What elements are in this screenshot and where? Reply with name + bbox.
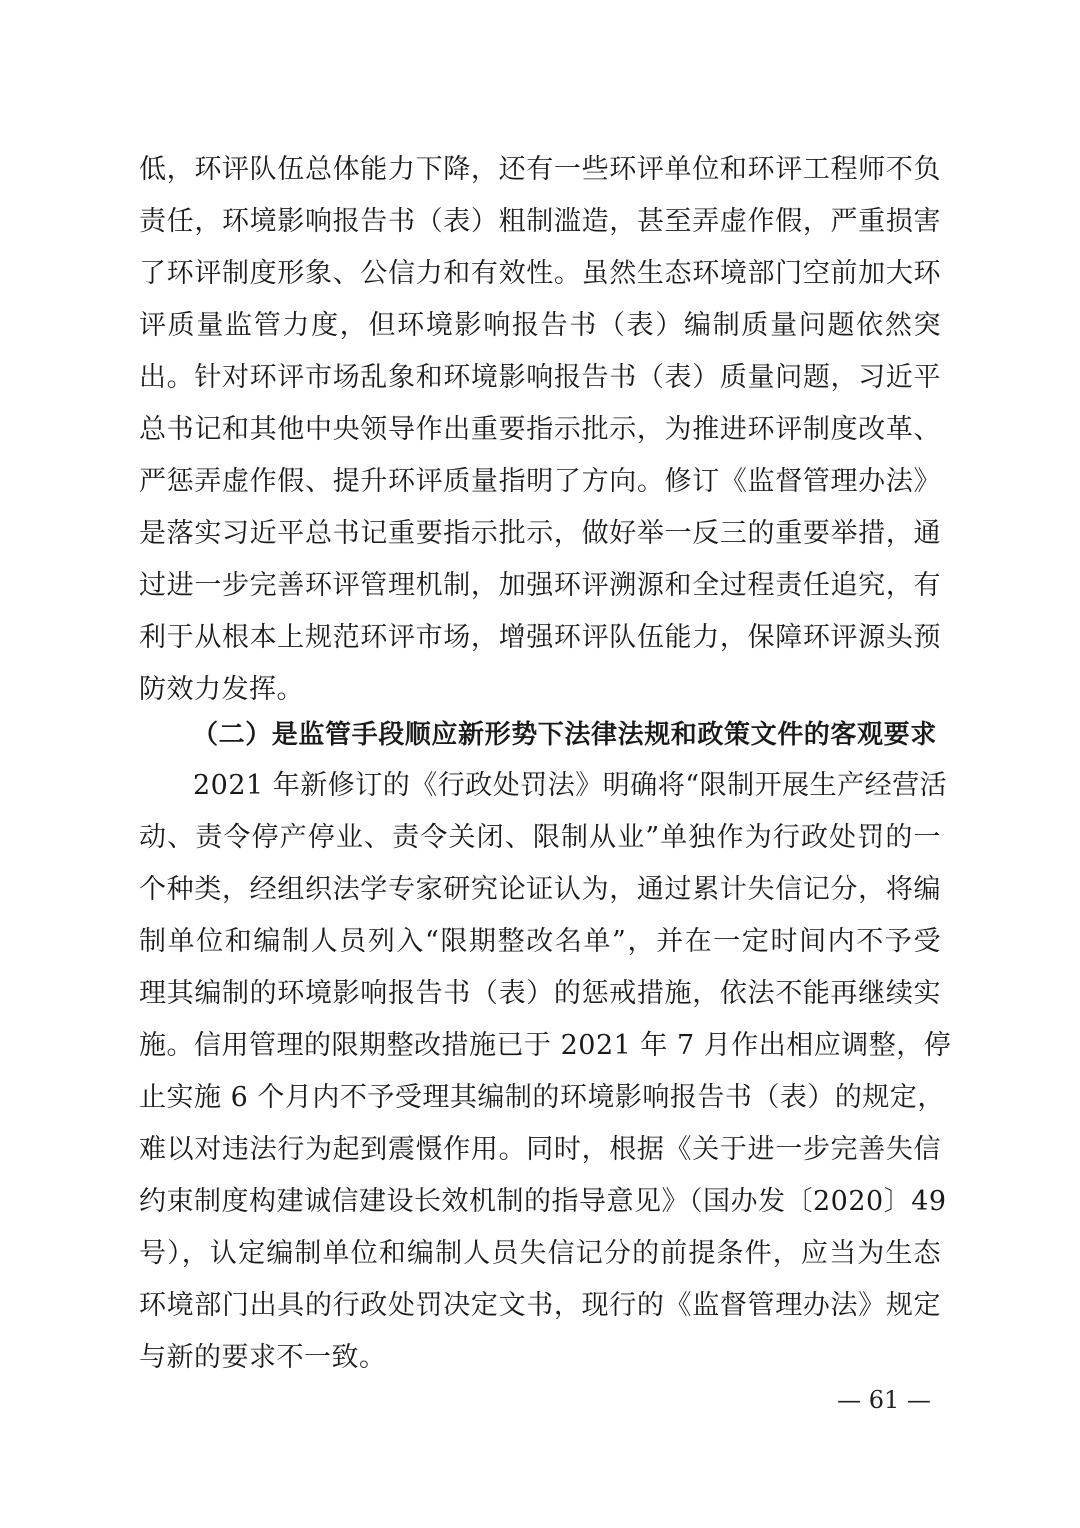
paragraph-1-line-1: 低，环评队伍总体能力下降，还有一些环评单位和环评工程师不负 — [139, 154, 941, 185]
paragraph-1-line-11: 防效力发挥。 — [139, 674, 304, 705]
paragraph-2-line-3: 个种类，经组织法学专家研究论证认为，通过累计失信记分，将编 — [139, 874, 941, 905]
paragraph-2-line-12: 与新的要求不一致。 — [139, 1342, 387, 1373]
paragraph-1-line-3: 了环评制度形象、公信力和有效性。虽然生态环境部门空前加大环 — [139, 258, 941, 289]
paragraph-2-line-2: 动、责令停产停业、责令关闭、限制从业”单独作为行政处罚的一 — [139, 822, 941, 853]
paragraph-2-line-8: 难以对违法行为起到震慑作用。同时，根据《关于进一步完善失信 — [139, 1134, 941, 1165]
paragraph-2-line-9: 约束制度构建诚信建设长效机制的指导意见》（国办发〔2020〕49 — [139, 1186, 947, 1217]
paragraph-2-line-10: 号），认定编制单位和编制人员失信记分的前提条件，应当为生态 — [139, 1238, 941, 1269]
paragraph-2 — [139, 766, 952, 1378]
paragraph-1-line-6: 总书记和其他中央领导作出重要指示批示，为推进环评制度改革、 — [139, 414, 941, 445]
paragraph-1-line-4: 评质量监管力度，但环境影响报告书（表）编制质量问题依然突 — [139, 310, 941, 341]
page-number: — 61 — — [837, 1386, 931, 1414]
paragraph-1-line-8: 是落实习近平总书记重要指示批示，做好举一反三的重要举措，通 — [139, 518, 941, 549]
paragraph-2-line-11: 环境部门出具的行政处罚决定文书，现行的《监督管理办法》规定 — [139, 1290, 941, 1321]
paragraph-2-line-6: 施。信用管理的限期整改措施已于 2021 年 7 月作出相应调整，停 — [139, 1030, 952, 1061]
paragraph-2-line-5: 理其编制的环境影响报告书（表）的惩戒措施，依法不能再继续实 — [139, 978, 941, 1009]
paragraph-1 — [139, 150, 941, 710]
paragraph-1-line-7: 严惩弄虚作假、提升环评质量指明了方向。修订《监督管理办法》 — [139, 466, 941, 497]
paragraph-2-line-1: 2021 年新修订的《行政处罚法》明确将“限制开展生产经营活 — [193, 770, 948, 801]
paragraph-1-line-5: 出。针对环评市场乱象和环境影响报告书（表）质量问题，习近平 — [139, 362, 941, 393]
section-heading-2: （二）是监管手段顺应新形势下法律法规和政策文件的客观要求 — [192, 720, 937, 750]
paragraph-1-line-2: 责任，环境影响报告书（表）粗制滥造，甚至弄虚作假，严重损害 — [139, 206, 941, 237]
paragraph-1-line-10: 利于从根本上规范环评市场，增强环评队伍能力，保障环评源头预 — [139, 622, 941, 653]
paragraph-2-line-7: 止实施 6 个月内不予受理其编制的环境影响报告书（表）的规定， — [139, 1082, 945, 1113]
paragraph-1-line-9: 过进一步完善环评管理机制，加强环评溯源和全过程责任追究，有 — [139, 570, 941, 601]
paragraph-2-line-4: 制单位和编制人员列入“限期整改名单”，并在一定时间内不予受 — [139, 926, 941, 957]
